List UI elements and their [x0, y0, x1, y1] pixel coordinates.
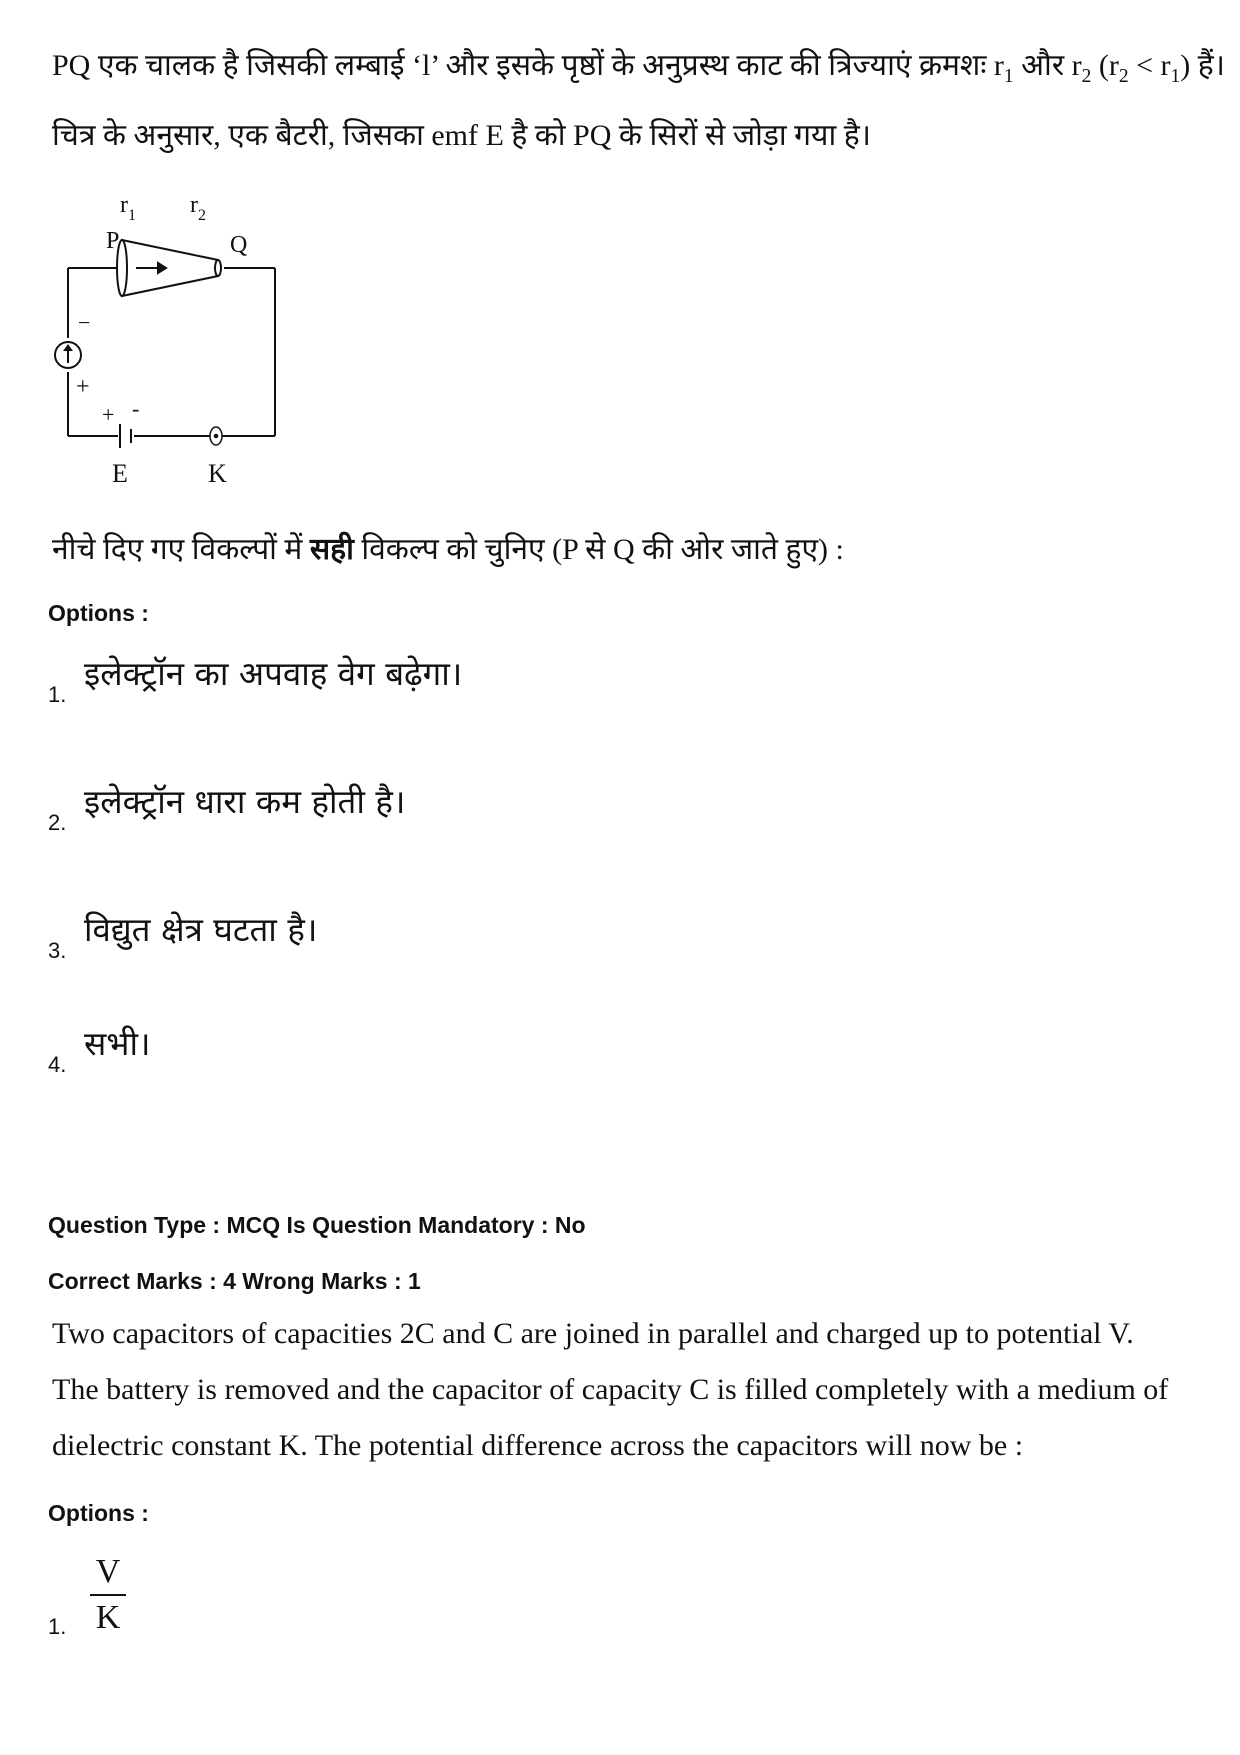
label-p: P	[106, 228, 120, 254]
question2-line1: Two capacitors of capacities 2C and C are joined in parallel and charged up to potential V.	[52, 1317, 1134, 1350]
fraction-denominator: K	[95, 1599, 121, 1636]
question-marks: Correct Marks : 4 Wrong Marks : 1	[48, 1268, 421, 1294]
label-k: K	[208, 459, 227, 488]
question1-line1: PQ एक चालक है जिसकी लम्बाई ‘l’ और इसके पृष्ठों के अनुप्रस्थ काट की त्रिज्याएं क्रमशः $r_1$ और $r_2$ $(r_2 < r_1)$ हैं।	[52, 49, 1226, 87]
fraction-bar	[90, 1594, 126, 1596]
key-symbol	[210, 427, 222, 445]
battery-symbol	[120, 424, 131, 448]
label-r2: $r_2$	[190, 192, 206, 224]
option-number: 3.	[48, 938, 67, 963]
option-number: 2.	[48, 810, 67, 835]
label-battery-minus: -	[132, 396, 140, 421]
label-meter-plus: +	[76, 374, 90, 400]
option-text: इलेक्ट्रॉन धारा कम होती है।	[84, 782, 406, 821]
ammeter-symbol	[55, 342, 81, 368]
question1-instruction: नीचे दिए गए विकल्पों में सही विकल्प को चुनिए (P से Q की ओर जाते हुए) :	[52, 533, 844, 566]
label-r1: $r_1$	[120, 192, 136, 224]
conductor-pq	[117, 240, 221, 296]
option-text: सभी।	[84, 1024, 151, 1063]
options-heading: Options :	[48, 600, 149, 626]
option-text: विद्युत क्षेत्र घटता है।	[84, 910, 318, 949]
circuit-diagram	[40, 190, 300, 500]
label-meter-minus: −	[78, 310, 91, 335]
option-number: 4.	[48, 1052, 67, 1077]
fraction-v-over-k	[90, 1552, 126, 1638]
option-text: इलेक्ट्रॉन का अपवाह वेग बढ़ेगा।	[84, 654, 463, 693]
option-number: 1.	[48, 682, 67, 707]
label-q: Q	[230, 232, 248, 258]
options-heading-q2: Options :	[48, 1500, 149, 1526]
fraction-numerator: V	[95, 1553, 121, 1590]
question2-line2: The battery is removed and the capacitor of capacity C is filled completely with a medium of	[52, 1373, 1169, 1406]
label-e: E	[112, 459, 128, 488]
question1-line2: चित्र के अनुसार, एक बैटरी, जिसका emf E है को PQ के सिरों से जोड़ा गया है।	[52, 119, 872, 152]
label-battery-plus: +	[102, 402, 115, 427]
question-type: Question Type : MCQ Is Question Mandatory : No	[48, 1212, 586, 1238]
option-number: 1.	[48, 1614, 67, 1639]
question2-line3: dielectric constant K. The potential difference across the capacitors will now be :	[52, 1429, 1024, 1462]
